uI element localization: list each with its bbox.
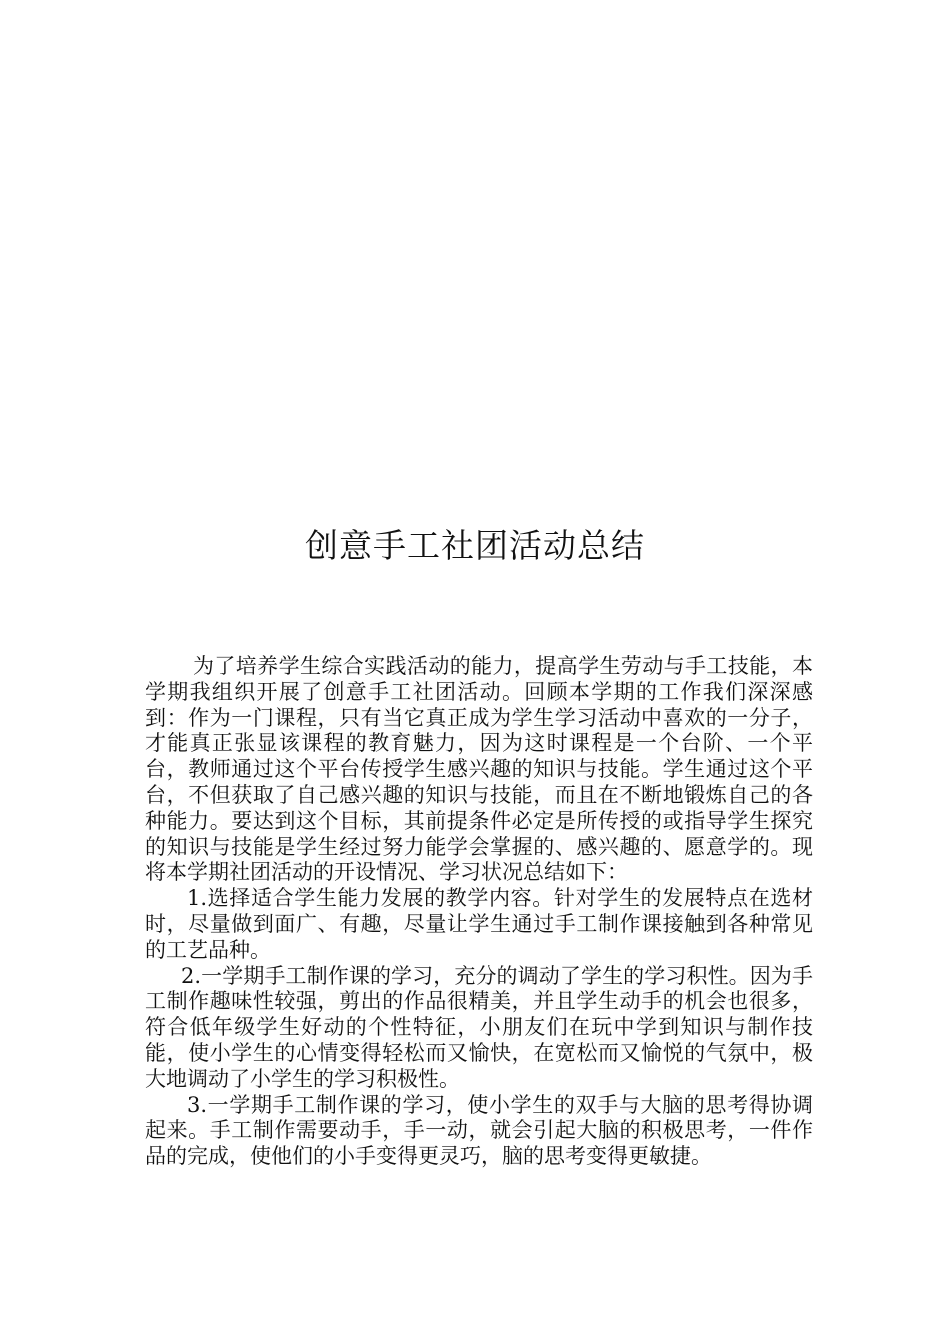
- document-body: [145, 654, 813, 1170]
- point-3-paragraph: 3.一学期手工制作课的学习，使小学生的双手与大脑的思考得协调起来。手工制作需要动手，手一动，就会引起大脑的积极思考，一件作品的完成，使他们的小手变得更灵巧，脑的思考变得更敏捷。: [145, 1092, 813, 1169]
- document-title: 创意手工社团活动总结: [305, 526, 645, 565]
- intro-paragraph: 为了培养学生综合实践活动的能力，提高学生劳动与手工技能，本学期我组织开展了创意手工社团活动。回顾本学期的工作我们深深感到：作为一门课程，只有当它真正成为学生学习活动中喜欢的一分子，才能真正张显该课程的教育魅力，因为这时课程是一个台阶、一个平台，教师通过这个平台传授学生感兴趣的知识与技能。学生通过这个平台，不但获取了自己感兴趣的知识与技能，而且在不断地锻炼自己的各种能力。要达到这个目标，其前提条件必定是所传授的或指导学生探究的知识与技能是学生经过努力能学会掌握的、感兴趣的、愿意学的。现将本学期社团活动的开设情况、学习状况总结如下：: [145, 654, 813, 885]
- point-2-paragraph: 2.一学期手工制作课的学习，充分的调动了学生的学习积性。因为手工制作趣味性较强，剪出的作品很精美，并且学生动手的机会也很多，符合低年级学生好动的个性特征，小朋友们在玩中学到知识与制作技能，使小学生的心情变得轻松而又愉快，在宽松而又愉悦的气氛中，极大地调动了小学生的学习积极性。: [145, 963, 813, 1091]
- point-1-paragraph: 1.选择适合学生能力发展的教学内容。针对学生的发展特点在选材时，尽量做到面广、有趣，尽量让学生通过手工制作课接触到各种常见的工艺品种。: [145, 886, 813, 962]
